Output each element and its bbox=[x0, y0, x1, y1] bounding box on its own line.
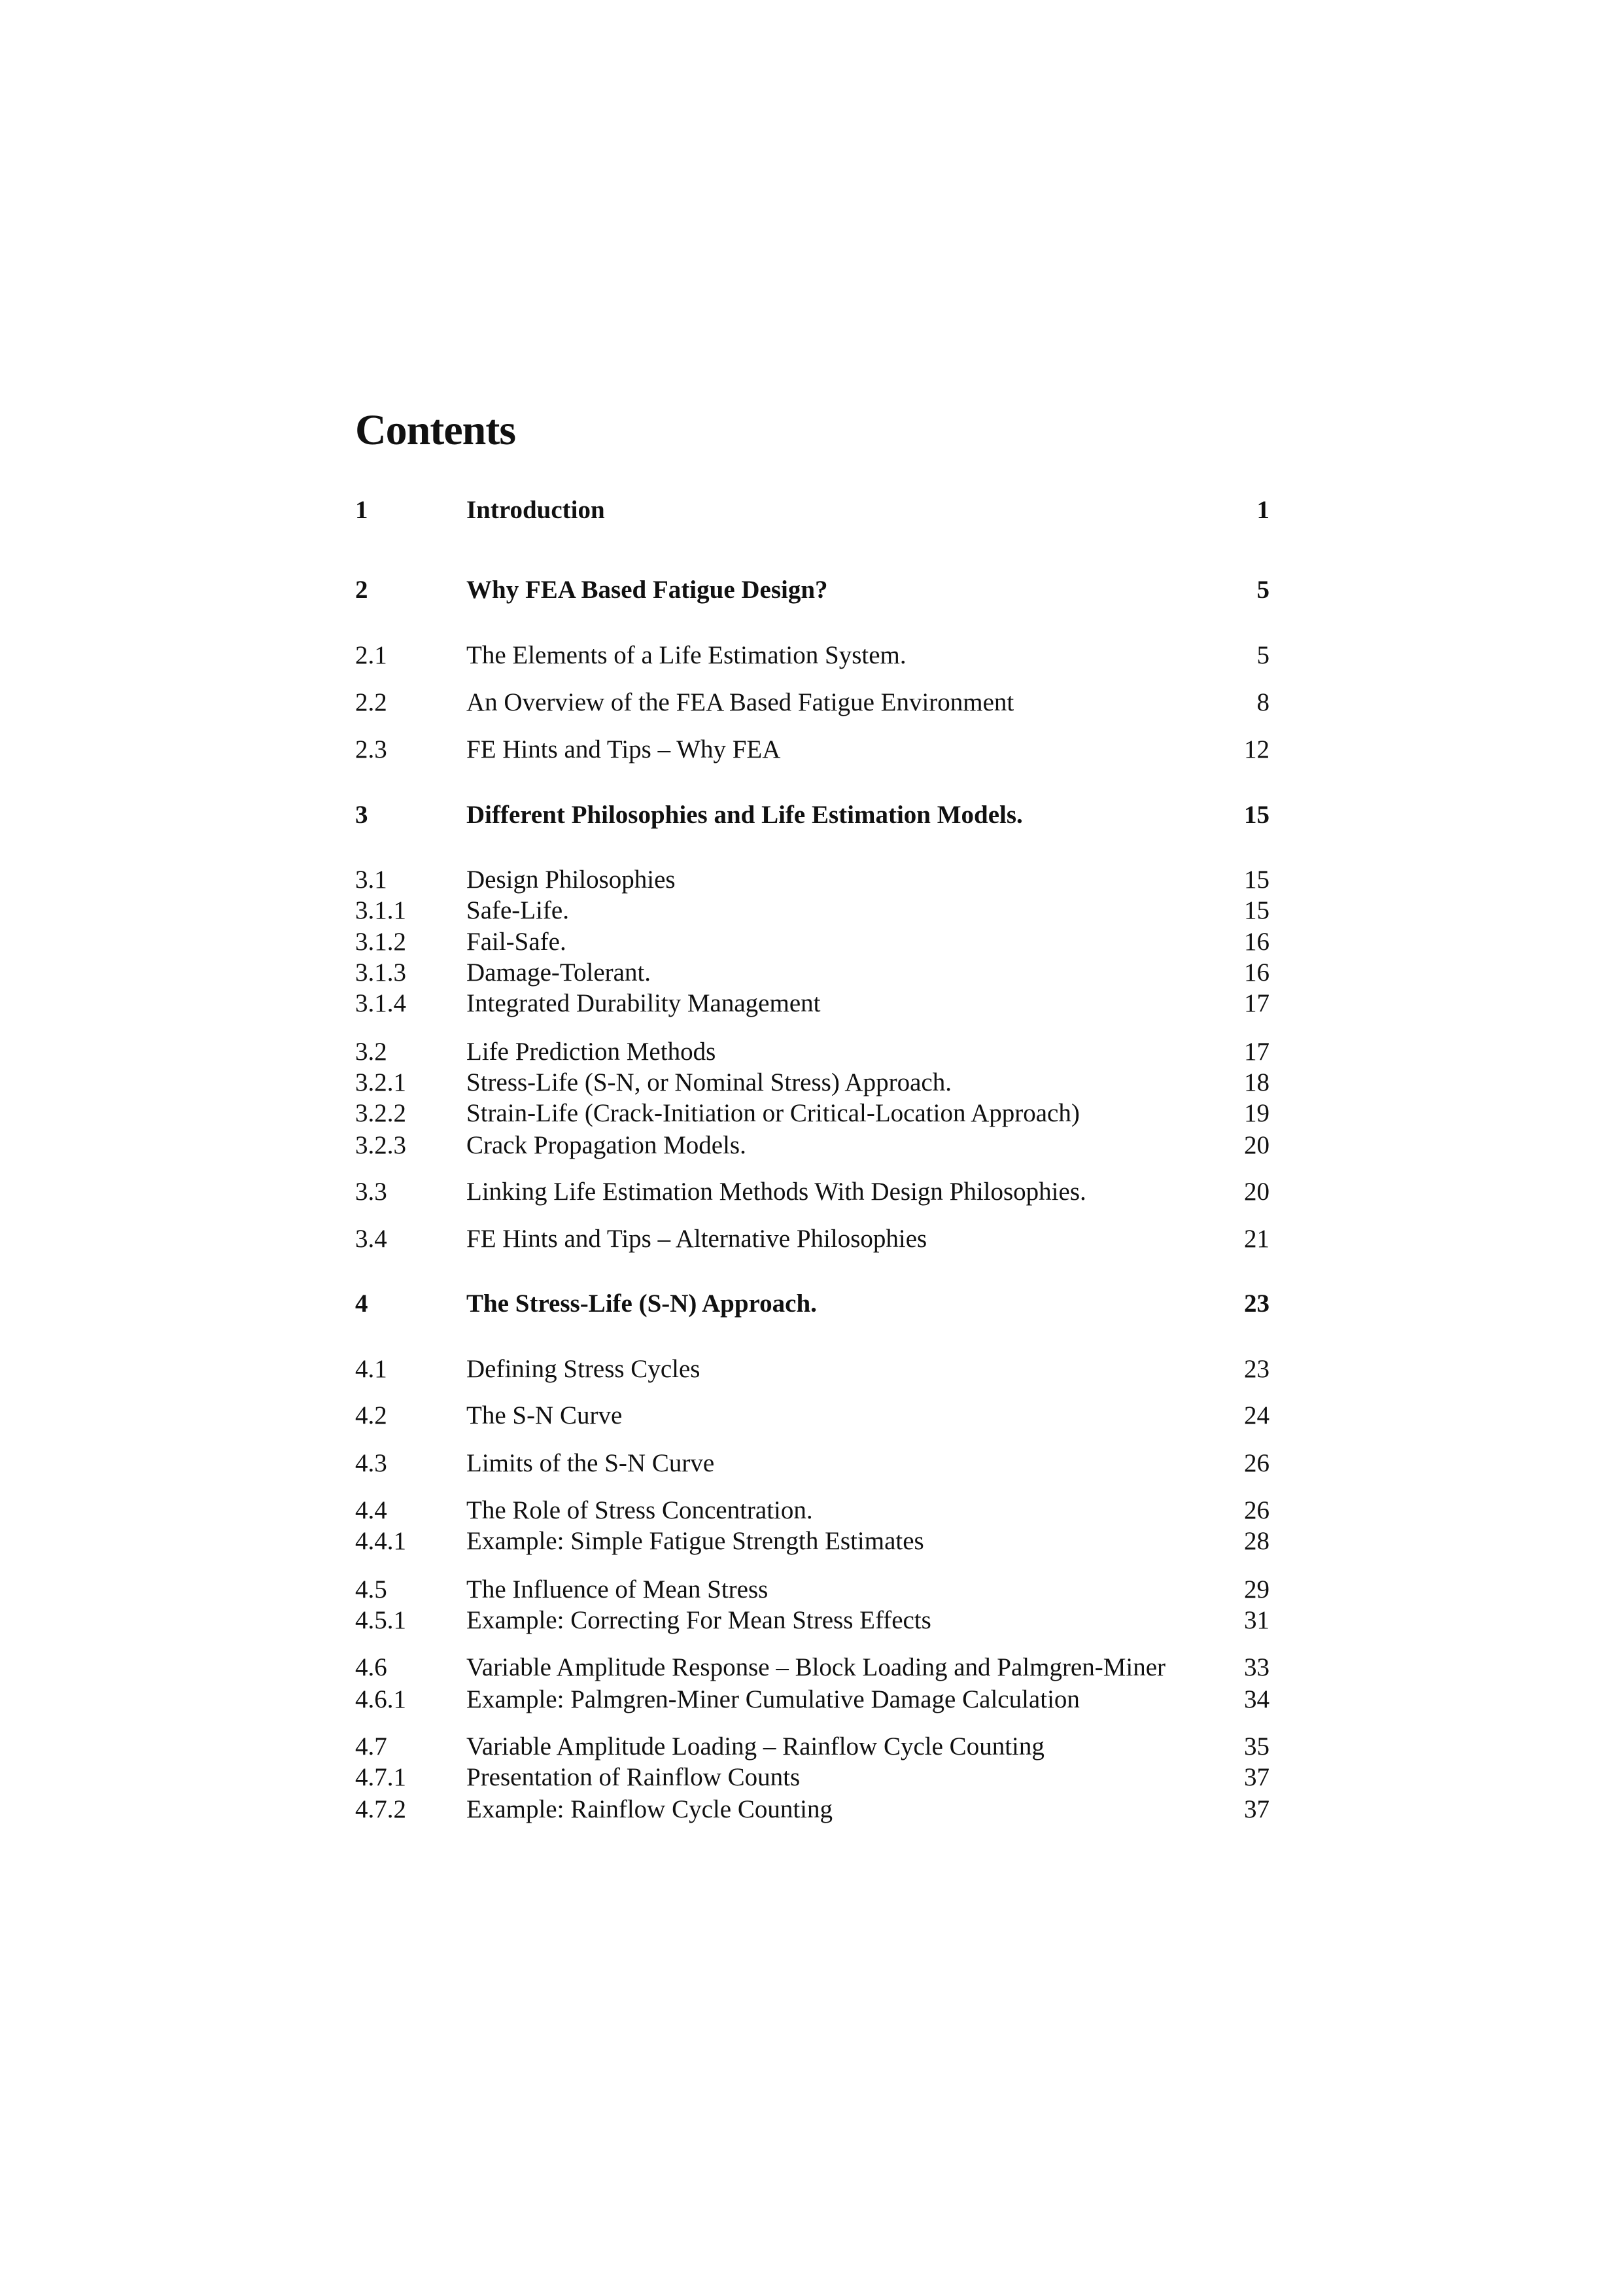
toc-entry-title: Safe-Life. bbox=[466, 896, 569, 924]
toc-entry-title: Damage-Tolerant. bbox=[466, 958, 651, 987]
toc-entry-title: The Influence of Mean Stress bbox=[466, 1575, 769, 1603]
toc-entry[interactable] bbox=[355, 1036, 1270, 1068]
toc-entry-page-number: 15 bbox=[1244, 801, 1270, 829]
toc-entry-page-number: 12 bbox=[1244, 735, 1270, 763]
toc-entry-page-number: 35 bbox=[1244, 1732, 1270, 1761]
toc-entry-title: Design Philosophies bbox=[466, 866, 676, 894]
toc-entry-number: 3.1 bbox=[355, 866, 387, 894]
toc-entry-number: 4.7.2 bbox=[355, 1795, 406, 1823]
toc-entry-number: 4.2 bbox=[355, 1401, 387, 1429]
toc-entry[interactable] bbox=[355, 1097, 1270, 1130]
toc-entry[interactable] bbox=[355, 639, 1270, 672]
toc-entry-number: 3.1.3 bbox=[355, 958, 406, 987]
toc-entry-page-number: 33 bbox=[1244, 1653, 1270, 1681]
toc-entry-page-number: 37 bbox=[1244, 1795, 1270, 1823]
toc-entry-number: 2.3 bbox=[355, 735, 387, 763]
toc-entry[interactable] bbox=[355, 1494, 1270, 1527]
toc-entry-page-number: 16 bbox=[1244, 928, 1270, 956]
toc-entry-page-number: 5 bbox=[1256, 641, 1270, 669]
toc-entry-page-number: 1 bbox=[1256, 496, 1270, 524]
toc-entry-page-number: 17 bbox=[1244, 1038, 1270, 1066]
toc-entry[interactable] bbox=[355, 1525, 1270, 1558]
toc-entry[interactable] bbox=[355, 686, 1270, 719]
toc-entry-title: Life Prediction Methods bbox=[466, 1038, 716, 1066]
toc-entry-title: Presentation of Rainflow Counts bbox=[466, 1763, 801, 1791]
toc-entry-title: The S-N Curve bbox=[466, 1401, 623, 1429]
toc-entry-number: 4 bbox=[355, 1289, 368, 1318]
toc-entry-number: 3.1.4 bbox=[355, 989, 406, 1017]
toc-entry[interactable] bbox=[355, 926, 1270, 958]
toc-entry-page-number: 31 bbox=[1244, 1606, 1270, 1634]
toc-entry-number: 4.6 bbox=[355, 1653, 387, 1681]
toc-entry-number: 4.5 bbox=[355, 1575, 387, 1603]
toc-entry-number: 3.2.1 bbox=[355, 1068, 406, 1096]
toc-entry-title: Example: Simple Fatigue Strength Estimates bbox=[466, 1527, 924, 1555]
toc-entry-number: 3.4 bbox=[355, 1225, 387, 1253]
toc-entry-title: The Stress-Life (S-N) Approach. bbox=[466, 1289, 817, 1318]
toc-entry-page-number: 29 bbox=[1244, 1575, 1270, 1603]
toc-entry-title: Integrated Durability Management bbox=[466, 989, 821, 1017]
toc-entry-number: 3.1.1 bbox=[355, 896, 406, 924]
toc-entry-number: 3.1.2 bbox=[355, 928, 406, 956]
toc-entry-title: FE Hints and Tips – Why FEA bbox=[466, 735, 781, 763]
toc-entry[interactable] bbox=[355, 1793, 1270, 1826]
toc-entry[interactable] bbox=[355, 1399, 1270, 1432]
toc-entry[interactable] bbox=[355, 1730, 1270, 1763]
toc-entry[interactable] bbox=[355, 733, 1270, 766]
toc-entry-page-number: 5 bbox=[1256, 576, 1270, 604]
toc-entry-title: Fail-Safe. bbox=[466, 928, 566, 956]
toc-entry[interactable] bbox=[355, 864, 1270, 896]
toc-entry[interactable] bbox=[355, 1573, 1270, 1606]
toc-entry-title: Strain-Life (Crack-Initiation or Critical-Location Approach) bbox=[466, 1099, 1080, 1127]
toc-entry-title: Stress-Life (S-N, or Nominal Stress) Approach. bbox=[466, 1068, 952, 1096]
toc-entry-title: Why FEA Based Fatigue Design? bbox=[466, 576, 828, 604]
toc-entry-page-number: 23 bbox=[1244, 1355, 1270, 1383]
toc-entry[interactable] bbox=[355, 1129, 1270, 1162]
toc-entry[interactable] bbox=[355, 894, 1270, 927]
toc-entry-page-number: 34 bbox=[1244, 1685, 1270, 1713]
toc-entry-number: 4.7 bbox=[355, 1732, 387, 1761]
toc-entry-page-number: 17 bbox=[1244, 989, 1270, 1017]
toc-entry[interactable] bbox=[355, 956, 1270, 989]
toc-entry-title: Example: Correcting For Mean Stress Effects bbox=[466, 1606, 931, 1634]
toc-entry-title: Defining Stress Cycles bbox=[466, 1355, 700, 1383]
toc-entry[interactable] bbox=[355, 494, 1270, 527]
toc-entry-number: 2.2 bbox=[355, 688, 387, 716]
toc-entry-number: 1 bbox=[355, 496, 368, 524]
toc-entry-page-number: 21 bbox=[1244, 1225, 1270, 1253]
toc-entry-page-number: 28 bbox=[1244, 1527, 1270, 1555]
toc-entry[interactable] bbox=[355, 1651, 1270, 1684]
toc-entry-title: FE Hints and Tips – Alternative Philosophies bbox=[466, 1225, 927, 1253]
toc-entry-number: 4.3 bbox=[355, 1449, 387, 1477]
toc-entry-page-number: 23 bbox=[1244, 1289, 1270, 1318]
toc-entry-number: 3 bbox=[355, 801, 368, 829]
toc-entry[interactable] bbox=[355, 987, 1270, 1020]
toc-entry-page-number: 26 bbox=[1244, 1496, 1270, 1524]
toc-entry-page-number: 20 bbox=[1244, 1178, 1270, 1206]
toc-entry-number: 4.5.1 bbox=[355, 1606, 406, 1634]
toc-entry[interactable] bbox=[355, 1288, 1270, 1320]
toc-entry-page-number: 19 bbox=[1244, 1099, 1270, 1127]
toc-entry-number: 3.2.3 bbox=[355, 1131, 406, 1159]
toc-entry-title: Example: Rainflow Cycle Counting bbox=[466, 1795, 833, 1823]
toc-entry[interactable] bbox=[355, 1447, 1270, 1480]
toc-entry-page-number: 15 bbox=[1244, 896, 1270, 924]
toc-entry-page-number: 20 bbox=[1244, 1131, 1270, 1159]
toc-entry[interactable] bbox=[355, 1761, 1270, 1794]
toc-entry-title: Variable Amplitude Response – Block Loading and Palmgren-Miner bbox=[466, 1653, 1166, 1681]
toc-entry-page-number: 24 bbox=[1244, 1401, 1270, 1429]
toc-entry-number: 4.1 bbox=[355, 1355, 387, 1383]
toc-entry-number: 4.4 bbox=[355, 1496, 387, 1524]
toc-entry-title: Example: Palmgren-Miner Cumulative Damage Calculation bbox=[466, 1685, 1080, 1713]
toc-entry[interactable] bbox=[355, 1683, 1270, 1716]
toc-entry[interactable] bbox=[355, 1604, 1270, 1637]
toc-entry-title: Different Philosophies and Life Estimation Models. bbox=[466, 801, 1023, 829]
toc-entry-page-number: 8 bbox=[1256, 688, 1270, 716]
toc-entry-title: An Overview of the FEA Based Fatigue Environment bbox=[466, 688, 1014, 716]
toc-entry[interactable] bbox=[355, 1176, 1270, 1208]
toc-entry-number: 3.3 bbox=[355, 1178, 387, 1206]
toc-entry[interactable] bbox=[355, 1353, 1270, 1386]
toc-entry-number: 3.2.2 bbox=[355, 1099, 406, 1127]
toc-entry-title: Limits of the S-N Curve bbox=[466, 1449, 715, 1477]
toc-entry-page-number: 15 bbox=[1244, 866, 1270, 894]
toc-entry-number: 4.6.1 bbox=[355, 1685, 406, 1713]
toc-entry-page-number: 16 bbox=[1244, 958, 1270, 987]
toc-entry[interactable] bbox=[355, 799, 1270, 832]
toc-entry[interactable] bbox=[355, 574, 1270, 606]
toc-entry[interactable] bbox=[355, 1223, 1270, 1255]
toc-entry-number: 4.4.1 bbox=[355, 1527, 406, 1555]
toc-entry-number: 2.1 bbox=[355, 641, 387, 669]
toc-entry-page-number: 18 bbox=[1244, 1068, 1270, 1096]
toc-entry[interactable] bbox=[355, 1066, 1270, 1099]
toc-entry-title: The Role of Stress Concentration. bbox=[466, 1496, 813, 1524]
toc-entry-title: Linking Life Estimation Methods With Design Philosophies. bbox=[466, 1178, 1086, 1206]
toc-entry-title: The Elements of a Life Estimation System. bbox=[466, 641, 907, 669]
toc-entry-page-number: 37 bbox=[1244, 1763, 1270, 1791]
toc-entry-title: Introduction bbox=[466, 496, 605, 524]
toc-entry-title: Crack Propagation Models. bbox=[466, 1131, 746, 1159]
page-title: Contents bbox=[355, 406, 516, 454]
toc-entry-number: 4.7.1 bbox=[355, 1763, 406, 1791]
toc-entry-page-number: 26 bbox=[1244, 1449, 1270, 1477]
toc-entry-number: 3.2 bbox=[355, 1038, 387, 1066]
toc-entry-title: Variable Amplitude Loading – Rainflow Cycle Counting bbox=[466, 1732, 1045, 1761]
toc-entry-number: 2 bbox=[355, 576, 368, 604]
